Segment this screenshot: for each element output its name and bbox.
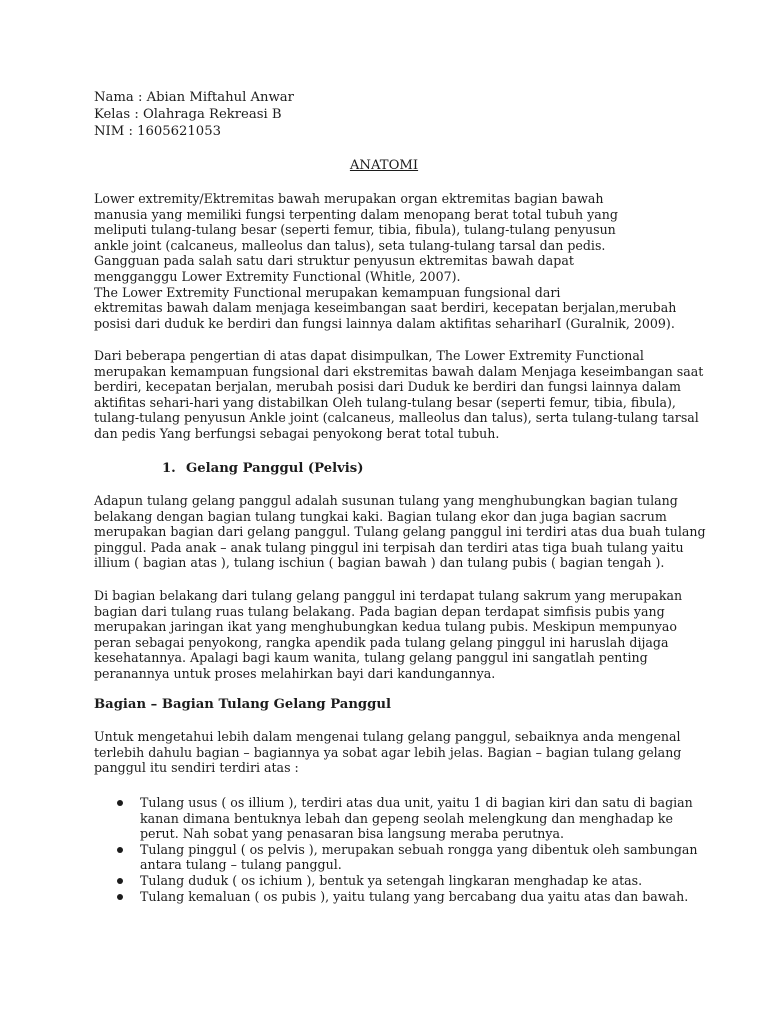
para-line: Di bagian belakang dari tulang gelang panggul ini terdapat tulang sakrum yang merupakan [94,588,683,603]
para-line: bagian dari tulang ruas tulang belakang. Pada bagian depan terdapat simfisis pubis yang [94,603,665,619]
paragraph-definition [94,191,676,331]
student-header [94,89,294,140]
bullet-icon [117,800,123,806]
para-line: merupakan jaringan ikat yang menghubungkan kedua tulang pubis. Meskipun mempunyao [94,619,677,635]
para-line: Adapun tulang gelang panggul adalah susunan tulang yang menghubungkan bagian tulang [94,493,678,508]
section-number: 1. [162,461,176,476]
section-heading-pelvis [162,461,363,477]
item-line: kanan dimana bentuknya lebah dan gepeng seolah melengkung dan menghadap ke [140,810,673,826]
bullet-icon [117,894,123,900]
document-title [0,158,768,174]
para-line: belakang dengan bagian tulang tungkai kaki. Bagian tulang ekor dan juga bagian sacrum [94,508,667,524]
student-name: Nama : Abian Miftahul Anwar [94,90,294,105]
para-line: The Lower Extremity Functional merupakan kemampuan fungsional dari [94,284,561,300]
para-line: dan pedis Yang berfungsi sebagai penyokong berat total tubuh. [94,425,500,441]
para-line: aktifitas sehari-hari yang distabilkan Oleh tulang-tulang besar (seperti femur, tibia, fibula), [94,394,676,410]
item-line: Tulang duduk ( os ichium ), bentuk ya setengah lingkaran menghadap ke atas. [140,872,643,888]
para-line: panggul itu sendiri terdiri atas : [94,760,299,776]
title-text: ANATOMI [349,158,419,173]
section-title: Gelang Panggul (Pelvis) [186,461,364,476]
para-line: illium ( bagian atas ), tulang ischiun ( bagian bawah ) dan tulang pubis ( bagian tengah ). [94,555,665,571]
item-line: perut. Nah sobat yang penasaran bisa langsung meraba perutnya. [140,826,565,842]
para-line: peranannya untuk proses melahirkan bayi dari kandungannya. [94,665,496,681]
paragraph-conclusion [94,348,703,442]
para-line: pinggul. Pada anak – anak tulang pinggul ini terpisah dan terdiri atas tiga buah tulang yaitu [94,539,684,555]
item-line: Tulang pinggul ( os pelvis ), merupakan sebuah rongga yang dibentuk oleh sambungan [140,841,698,857]
para-line: Dari beberapa pengertian di atas dapat disimpulkan, The Lower Extremity Functional [94,348,644,363]
paragraph-pelvis-intro [94,493,706,571]
list-item [117,795,698,842]
para-line: kesehatannya. Apalagi bagi kaum wanita, tulang gelang panggul ini sangatlah penting [94,650,648,666]
student-class: Kelas : Olahraga Rekreasi B [94,107,282,122]
item-line: Tulang usus ( os illium ), terdiri atas dua unit, yaitu 1 di bagian kiri dan satu di bagian [140,795,693,810]
paragraph-pelvis-detail [94,588,682,682]
list-item [117,842,698,873]
para-line: ektremitas bawah dalam menjaga keseimbangan saat berdiri, kecepatan berjalan,merubah [94,300,677,316]
item-line: antara tulang – tulang panggul. [140,857,342,873]
para-line: posisi dari duduk ke berdiri dan fungsi lainnya dalam aktifitas sehariharI (Guralnik, 2009). [94,315,675,331]
para-line: berdiri, kecepatan berjalan, merubah posisi dari Duduk ke berdiri dan fungsi lainnya dalam [94,379,681,395]
para-line: ankle joint (calcaneus, malleolus dan talus), seta tulang-tulang tarsal dan pedis. [94,237,606,253]
para-line: meliputi tulang-tulang besar (seperti femur, tibia, fibula), tulang-tulang penyusun [94,222,616,238]
item-line: Tulang kemaluan ( os pubis ), yaitu tulang yang bercabang dua yaitu atas dan bawah. [140,888,689,904]
para-line: Gangguan pada salah satu dari struktur penyusun ektremitas bawah dapat [94,253,574,269]
bullet-icon [117,878,123,884]
para-line: Untuk mengetahui lebih dalam mengenai tulang gelang panggul, sebaiknya anda mengenal [94,729,681,744]
bullet-icon [117,847,123,853]
section-heading-parts: Bagian – Bagian Tulang Gelang Panggul [94,697,391,712]
para-line: merupakan kemampuan fungsional dari ekstremitas bawah dalam Menjaga keseimbangan saat [94,363,704,379]
para-line: Lower extremity/Ektremitas bawah merupakan organ ektremitas bagian bawah [94,191,604,206]
list-item [117,889,698,905]
para-line: tulang-tulang penyusun Ankle joint (calcaneus, malleolus dan talus), serta tulang-tulang tarsal [94,410,699,426]
paragraph-parts-intro [94,729,681,776]
list-item [117,873,698,889]
para-line: mengganggu Lower Extremity Functional (Whitle, 2007). [94,268,461,284]
bullet-list [117,795,698,904]
para-line: merupakan bagian dari gelang panggul. Tulang gelang panggul ini terdiri atas dua buah tulang [94,524,706,540]
para-line: terlebih dahulu bagian – bagiannya ya sobat agar lebih jelas. Bagian – bagian tulang gelang [94,744,682,760]
para-line: manusia yang memiliki fungsi terpenting dalam menopang berat total tubuh yang [94,206,618,222]
para-line: peran sebagai penyokong, rangka apendik pada tulang gelang pinggul ini haruslah dijaga [94,634,669,650]
student-nim: NIM : 1605621053 [94,124,221,139]
